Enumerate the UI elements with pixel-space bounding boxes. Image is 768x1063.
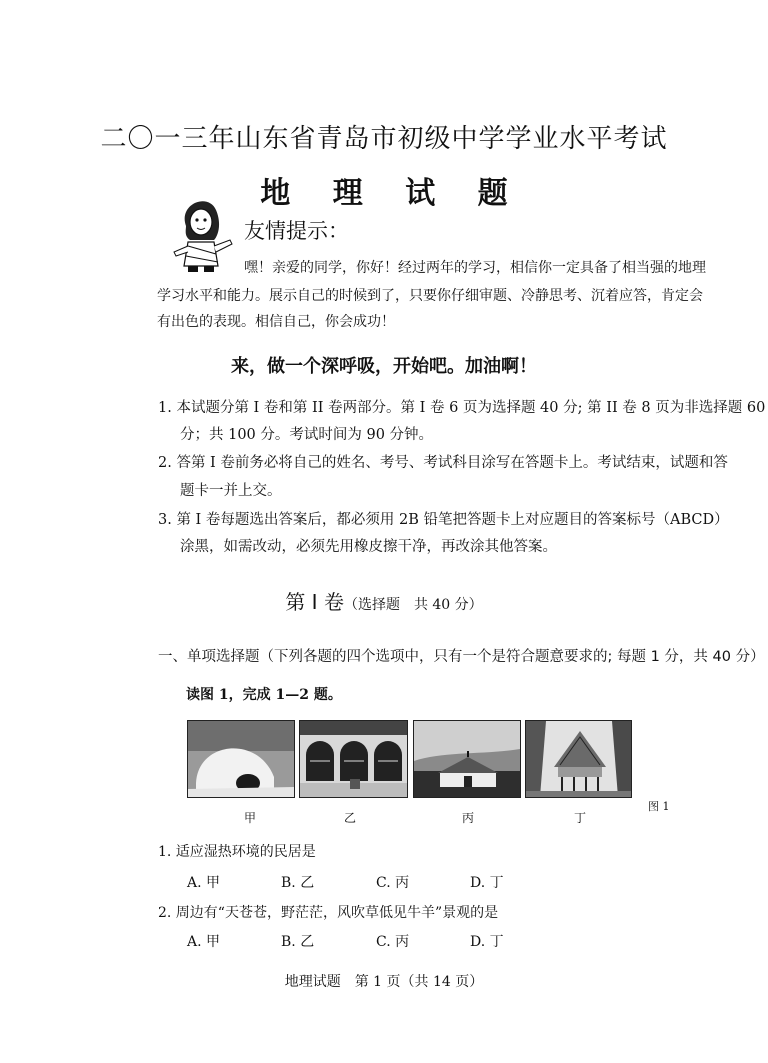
instruction-line: 题卡一并上交。 xyxy=(180,483,282,499)
figure-label: 图 1 xyxy=(648,800,670,813)
part-title-main: 第 Ⅰ 卷 xyxy=(285,590,344,614)
instruction-line: 分；共 100 分。考试时间为 90 分钟。 xyxy=(180,427,434,443)
instruction-line: 2. 答第 I 卷前务必将自己的姓名、考号、考试科目涂写在答题卡上。考试结束，试题和答 xyxy=(158,455,728,471)
option-a: A. 甲 xyxy=(187,875,221,891)
figure-caption: 丙 xyxy=(461,811,474,825)
section-heading: 一、单项选择题（下列各题的四个选项中，只有一个是符合题意要求的; 每题 1 分，共 40 分） xyxy=(158,649,765,665)
tips-line: 有出色的表现。相信自己，你会成功！ xyxy=(157,314,395,330)
read-figure-instruction: 读图 1，完成 1—2 题。 xyxy=(186,687,342,703)
photo-igloo xyxy=(187,720,295,798)
photo-stilt-house xyxy=(525,720,632,798)
encouragement-text: 来，做一个深呼吸，开始吧。加油啊！ xyxy=(231,356,537,377)
option-d: D. 丁 xyxy=(470,875,504,891)
option-b: B. 乙 xyxy=(281,875,315,891)
figure-caption: 乙 xyxy=(343,811,356,825)
question-stem: 2. 周边有“天苍苍，野茫茫，风吹草低见牛羊”景观的是 xyxy=(158,905,499,921)
question-stem: 1. 适应湿热环境的民居是 xyxy=(158,844,316,860)
option-b: B. 乙 xyxy=(281,934,315,950)
photo-yurt xyxy=(413,720,521,798)
instruction-line: 涂黑，如需改动，必须先用橡皮擦干净，再改涂其他答案。 xyxy=(180,539,557,555)
figure-caption: 丁 xyxy=(573,811,586,825)
photo-cave-dwelling xyxy=(299,720,408,798)
instruction-line: 3. 第 I 卷每题选出答案后，都必须用 2B 铅笔把答题卡上对应题目的答案标号（ABCD） xyxy=(158,512,729,528)
tips-line: 嘿！亲爱的同学，你好！经过两年的学习，相信你一定具备了相当强的地理 xyxy=(244,260,706,276)
figure-caption: 甲 xyxy=(243,811,256,825)
tips-line: 学习水平和能力。展示自己的时候到了，只要你仔细审题、冷静思考、沉着应答，肯定会 xyxy=(157,288,703,304)
page-footer: 地理试题 第 1 页（共 14 页） xyxy=(284,974,484,990)
option-c: C. 丙 xyxy=(376,875,410,891)
exam-title: 二〇一三年山东省青岛市初级中学学业水平考试 xyxy=(100,124,668,154)
option-a: A. 甲 xyxy=(187,934,221,950)
cartoon-girl-illustration xyxy=(168,196,234,274)
option-c: C. 丙 xyxy=(376,934,410,950)
subject-title: 地 理 试 题 xyxy=(260,176,524,211)
part-title-note: （选择题 共 40 分） xyxy=(343,597,483,613)
instruction-line: 1. 本试题分第 I 卷和第 II 卷两部分。第 I 卷 6 页为选择题 40 分; 第 II 卷 8 页为非选择题 60 xyxy=(158,400,766,416)
option-d: D. 丁 xyxy=(470,934,504,950)
part-title xyxy=(0,586,768,615)
tips-heading: 友情提示： xyxy=(244,219,349,243)
